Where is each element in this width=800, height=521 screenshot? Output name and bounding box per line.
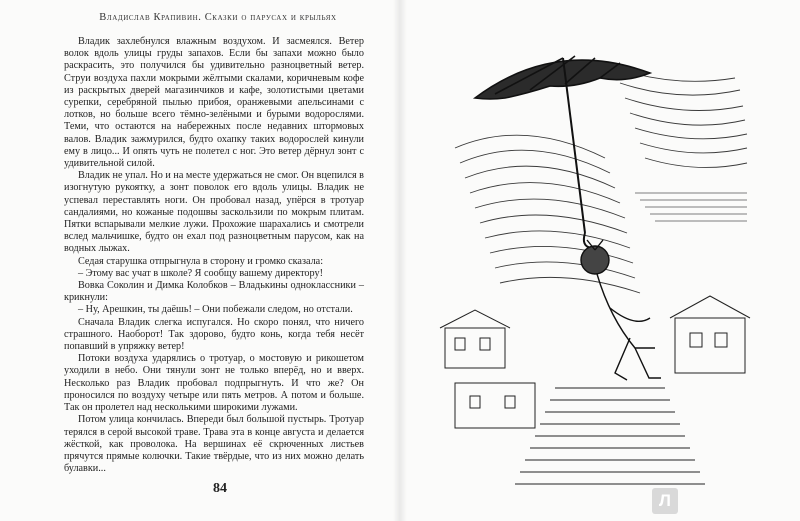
labirint-logo: Л <box>652 488 678 514</box>
page-number: 84 <box>213 481 227 496</box>
paragraph: – Ну, Арешкин, ты даёшь! – Они побежали следом, но отстали. <box>78 304 353 316</box>
body-text <box>64 36 364 475</box>
paragraph: Владик захлебнулся влажным воздухом. И засмеялся. Ветер волок вдоль улицы груды запахов. Если бы запахи можно было раскрасить, это получился бы удивительно разноцветный ветер. Струи воздуха пахли мокрыми жёлтыми скалами, коричневым кофе из раскрытых дверей магазинчиков и кафе, золотистыми цветами сурепки, серебряной пылью прибоя, оранжевыми апельсинами с лотков, но больше всего тёмно-зелёными и бурыми водорослями. Теми, что остаются на набережных после недавних штормовых валов. Владик зажмурился, будто охапку таких водорослей кинули ему в лицо... И опять чуть не полетел с ног. Это ветер дёрнул зонт с удивительной силой. <box>64 36 364 170</box>
umbrella <box>475 56 650 248</box>
paragraph: Потоки воздуха ударялись о тротуар, о мостовую и рикошетом уходили в небо. Они тянули зонт не только вперёд, но и вверх. Несколько раз Владик пробовал подпрыгнуть. И что же? Он проносился по воздуху четыре или пять метров. А потом и больше. Так он пролетел над несколькими широкими лужами. <box>64 353 364 414</box>
page-gutter <box>393 0 407 521</box>
paragraph: – Этому вас учат в школе? Я сообщу вашему директору! <box>78 267 323 279</box>
right-page <box>407 0 800 521</box>
stairs <box>515 388 705 484</box>
sea-lines <box>635 193 747 221</box>
umbrella-boy-illustration <box>435 28 755 490</box>
paragraph: Седая старушка отпрыгнула в сторону и громко сказала: <box>78 255 324 267</box>
paragraph: Потом улица кончилась. Впереди был большой пустырь. Тротуар терялся в серой высокой траве. Трава эта в конце августа и делается жёсткой, как проволока. На вершинах её скрюченных листьев прячутся прямые колючки. Такие твёрдые, что из них можно делать булавки... <box>64 414 364 475</box>
town-houses <box>440 296 750 428</box>
running-head: Владислав Крапивин. Сказки о парусах и крыльях <box>99 12 337 23</box>
paragraph: Владик не упал. Но и на месте удержаться не смог. Он вцепился в изогнутую рукоятку, а зонт поволок его вдоль улицы. Владик не успевал переставлять ноги. Он пробовал назад, упёрся в тротуар сандалиями, но кожаные подошвы заскользили по мокрым плитам. Пятки вспарывали мелкие лужи. Прохожие шарахались и смотрели вслед мальчишке, будто он ехал под разноцветным парусом, как на водных лыжах. <box>64 170 364 255</box>
paragraph: Сначала Владик слегка испугался. Но скоро понял, что ничего страшного. Наоборот! Так здорово, будто конь, когда тебя несёт попавший в упряжку ветер! <box>64 316 364 353</box>
boy-figure <box>581 240 661 380</box>
paragraph: Вовка Соколин и Димка Колобков – Владькины одноклассники – крикнули: <box>64 280 364 304</box>
